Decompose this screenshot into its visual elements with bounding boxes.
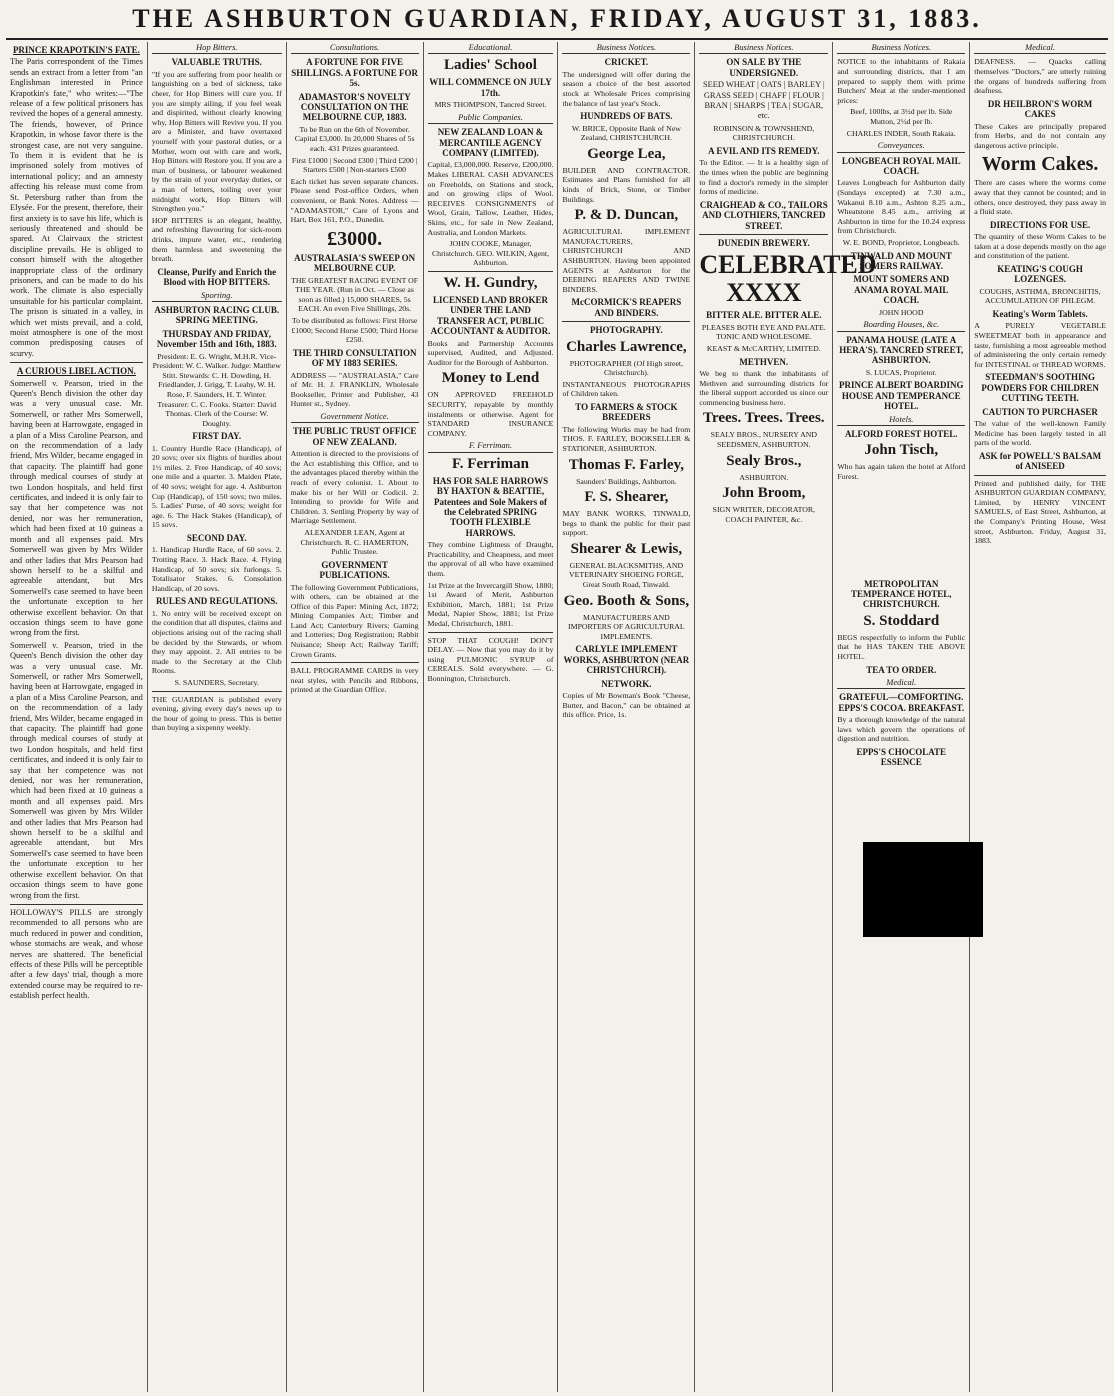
ladies-school: Ladies' School [444, 57, 537, 74]
holloway-ad: HOLLOWAY'S PILLS are strongly recommended to all persons who are much reduced in power and condition, whose stomachs are weak, and whose nerves are shattered. The beneficial effects of these Pills will be perceptible after a few days' trial, though a more extended course may be required to re-establish perfect health. [10, 907, 143, 1001]
worm-cakes-body: These Cakes are principally prepared from Herbs, and do not contain any dangerous active principle. [974, 121, 1107, 150]
broom-name: John Broom, [722, 485, 806, 502]
epps-title: GRATEFUL—COMFORTING. EPPS'S COCOA. BREAKFAST. [838, 692, 965, 713]
instantaneous: INSTANTANEOUS PHOTOGRAPHS of Children taken. [562, 379, 691, 399]
pleases: PLEASES BOTH EYE AND PALATE. TONIC AND WHOLESOME. [701, 322, 826, 342]
article-body-libel-cont: Somerwell v. Pearson, tried in the Queen's Bench division the other day was a very unusual case. Mr. Somerwell, or rather Mrs Somerwell, having been at Harrowgate, engaged in a plan of a Miss Caroline Pearson, and on the recommendation of a lady friend, Mrs Wilder, became engaged in that capacity. The plaintiff had gone through medical courses of study at two London hospitals, and held first certificates, and indeed it is only fair to say that her competence was not denied, nor was her remuneration, which had been fixed at 10 guineas a month and all expenses paid. Mrs Somerwell was given by Mrs Wilder and other ladies that Mrs Pearson had shown herself to be a skilful and agreeable attendant, but Mrs Somerwell's case seemed to have been the unfortunate exception to her otherwise excellent behavior. On that occasion things seem to have gone wrong from the first. [10, 640, 143, 900]
cricket-body: The undersigned will offer during the season a choice of the best assorted stock at Wholesale Prices comprising the balance of last year's Stock. [562, 69, 691, 108]
adamastor-terms: To be Run on the 6th of November. Capital £3,000. In 20,000 Shares of 5s each. 431 Prizes guaranteed. [294, 124, 415, 154]
trees: Trees. Trees. Trees. [703, 410, 825, 427]
coach-body: Leaves Longbeach for Ashburton daily (Sundays excepted) at 7.30 a.m., Wakanui 8.10 a.m., Ashton 8.25 a.m., Wheatstone 8.45 a.m., arriving at Ashburton in time for the 10.24 express from Christchurch. [837, 178, 966, 236]
hop-cleanse: Cleanse, Purify and Enrich the Blood with HOP BITTERS. [157, 266, 277, 288]
secretary: S. SAUNDERS, Secretary. [174, 677, 259, 687]
australasia-title: AUSTRALASIA'S SWEEP ON MELBOURNE CUP. [294, 252, 416, 274]
column-4 [424, 42, 559, 1392]
section-business-notices-2: Business Notices. [699, 42, 828, 54]
alford: ALFORD FOREST HOTEL. [844, 429, 958, 439]
caution-body: The value of the well-known Family Medicine has been largely tested in all parts of the world. [974, 418, 1107, 448]
shearer-name: F. S. Shearer, [584, 489, 669, 506]
vegetable-sweetmeat: A PURELY VEGETABLE SWEETMEAT both in appearance and taste, furnishing a most agreeable method of administering the only certain remedy for INTESTINAL or THREAD WORMS. [974, 321, 1107, 369]
ferriman-harrows: HAS FOR SALE HARROWS BY HAXTON & BEATTIE, Patentees and Sole Makers of the Celebrated SPRING TOOTH FLEXIBLE HARROWS. [432, 475, 549, 538]
cough-ad: STOP THAT COUGH! DON'T DELAY. — Now that you may do it by using PULMONIC SYRUP of CEREALS. Sold everywhere. — G. Bonnington, Christchurch. [427, 635, 554, 683]
stoddard-name: S. Stoddard [863, 612, 940, 629]
nz-loan-title: NEW ZEALAND LOAN & MERCANTILE AGENCY COMPANY (LIMITED). [437, 127, 544, 159]
evil-body: To the Editor. — It is a healthy sign of the times when the public are beginning to find a doctor's remedy in the simpler forms of medicine. [699, 158, 829, 197]
section-business-notices-3: Business Notices. [837, 42, 965, 54]
divider [10, 904, 143, 905]
divider [428, 271, 554, 272]
farmers-title: TO FARMERS & STOCK BREEDERS [575, 401, 678, 423]
imprint: Printed and published daily, for THE ASHBURTON GUARDIAN COMPANY, Limited, by HENRY VINCENT SAMUELS, of East Street, Ashburton, at the Company's Printing House, West street, Ashburton. Friday, August 31, 1883. [974, 478, 1107, 546]
evil-title: A EVIL AND ITS REMEDY. [708, 146, 820, 157]
broom-sub: SIGN WRITER, DECORATOR, COACH PAINTER, &c. [712, 505, 815, 524]
divider [291, 662, 419, 663]
metropolitan: METROPOLITAN TEMPERANCE HOTEL, CHRISTCHURCH. [850, 578, 952, 610]
money-body: ON APPROVED FREEHOLD SECURITY, repayable by monthly instalments or otherwise. Agent for STANDARD INSURANCE COMPANY. [427, 390, 554, 438]
farley-address: Saunders' Buildings, Ashburton. [576, 476, 677, 486]
farmers-body: The following Works may be had from THOS. F. FARLEY, BOOKSELLER & STATIONER, ASHBURTON. [562, 424, 691, 453]
article-body-krapotkin: The Paris correspondent of the Times sends an extract from a letter from "an Englishman interested in Prince Krapotkin's fate," who writes:—"The release of a few political prisoners has revived the hopes of a general amnesty. The friends, however, of Prince Krapotkin, in whose favor there is the strongest case, are not very sanguine. To them it is evident that he is imprisoned solely from motives of international policy; and an amnesty affecting his release must come from St. Petersburg rather than from the Elysée. For the present, therefore, their first anxiety is to save his life, which is seriously threatened and should be spared. At Clairvaux the strictest discipline prevails. He is obliged to consort himself with the altogether inappropriate class of the ordinary prisoners, and can be made to do his work. The climate is also especially unsuitable for his particular complaint. The prison is situated in a valley, in which wet mists prevail, and a cold, moist atmosphere is one of the most common predisposing causes of scurvy. [10, 57, 143, 358]
booth-name: Geo. Booth & Sons, [563, 592, 690, 609]
epps-body: By a thorough knowledge of the natural laws which govern the operations of digestion and nutrition. [837, 715, 966, 744]
keatings-sub: COUGHS, ASTHMA, BRONCHITIS, ACCUMULATION OF PHLEGM. [979, 286, 1101, 306]
gundry-name: W. H. Gundry, [443, 274, 538, 291]
duncan-body: AGRICULTURAL IMPLEMENT MANUFACTURERS, CHRISTCHURCH AND ASHBURTON. Having been appointed AGENTS at Ashburton for the DEERING REAPERS AND TWINE BINDERS. [562, 227, 691, 294]
races-second-day: 1. Handicap Hurdle Race, of 60 sovs. 2. Trotting Race. 3. Hack Race. 4. Flying Handicap, of 50 sovs; six furlongs. 5. Totalisator Stakes. 6. Consolation Handicap, of 20 sovs. [151, 545, 282, 593]
george-lea: George Lea, [587, 145, 666, 162]
ink-blot [863, 842, 983, 937]
column-6 [695, 42, 877, 1392]
keatings-worm: Keating's Worm Tablets. [992, 308, 1088, 319]
deafness: DEAFNESS. — Quacks calling themselves "Doctors," are utterly ruining the organs of hundreds suffering from deafness. [974, 57, 1107, 96]
article-title-libel: A CURIOUS LIBEL ACTION. [16, 366, 136, 377]
divider [974, 475, 1106, 476]
steedman: STEEDMAN'S SOOTHING POWDERS FOR CHILDREN CUTTING TEETH. [981, 372, 1099, 404]
divider [10, 362, 143, 363]
gov-publications-title: GOVERNMENT PUBLICATIONS. [319, 559, 390, 581]
section-educational: Educational. [428, 42, 554, 54]
section-consultations: Consultations. [291, 42, 419, 54]
divider [699, 234, 828, 235]
worm-cakes-title: DR HEILBRON'S WORM CAKES [987, 98, 1093, 120]
bitter-ale: BITTER ALE. BITTER ALE. [706, 310, 822, 321]
sealy-town: ASHBURTON. [739, 472, 789, 482]
section-government: Government Notice. [291, 411, 419, 423]
hop-title: VALUABLE TRUTHS. [171, 57, 262, 68]
australasia-address: ADDRESS — "AUSTRALASIA," Care of Mr. H. J. FRANKLIN, Wholesale Bookseller, Printer and Publisher, 43 Hunter st., Sydney. [290, 370, 419, 409]
brice: W. BRICE, Opposite Bank of New Zealand, CHRISTCHURCH. [571, 123, 681, 143]
gov-publications-body: The following Government Publications, with others, can be obtained at the Office of this Paper: Mining Act, 1872; Mining Companies Act; Timber and Land Act; Canterbury Rivers; Gaming and Lotteries; Dog Registration; Rabbit Nuisance; Sheep Act; Railway Tariff; Crown Grants. [290, 582, 419, 659]
duncan-name: P. & D. Duncan, [574, 207, 679, 224]
copies: Copies of Mr Bowman's Book "Cheese, Butter, and Bacon," can be obtained at this office. Price, 1s. [562, 691, 691, 720]
section-medical-2: Medical. [974, 42, 1106, 54]
nz-loan-body: Capital, £3,000,000. Reserve, £200,000. Makes LIBERAL CASH ADVANCES on Freeholds, on Stations and stock, and on growing clips of Wool. RECEIVES CONSIGNMENTS of Wool, Grain, Tallow, Leather, Hides, Skins, etc., for sale in New Zealand, Australia, and London Markets. [427, 160, 554, 237]
section-conveyances: Conveyances. [837, 140, 965, 152]
cricket-title: CRICKET. [604, 57, 649, 68]
public-trust-title: THE PUBLIC TRUST OFFICE OF NEW ZEALAND. [292, 426, 417, 447]
lea-body: BUILDER AND CONTRACTOR. Estimates and Plans furnished for all kinds of Brick, Stone, or Timber Buildings. [562, 165, 691, 204]
dunedin-brewery: DUNEDIN BREWERY. [717, 238, 810, 249]
coach-bond: W. E. BOND, Proprietor, Longbeach. [842, 237, 960, 247]
directions: DIRECTIONS FOR USE. [989, 219, 1091, 230]
section-hop-bitters: Hop Bitters. [152, 42, 282, 54]
australasia-prizes: To be distributed as follows: First Horse £1000; Second Horse £500; Third Horse £250. [291, 315, 418, 345]
adamastor-title: ADAMASTOR'S NOVELTY CONSULTATION ON THE MELBOURNE CUP, 1883. [298, 91, 411, 123]
shearer-lewis-body: GENERAL BLACKSMITHS, AND VETERINARY SHOEING FORGE, Great South Road, Tinwald. [569, 560, 684, 590]
farley-name: Thomas F. Farley, [568, 456, 685, 473]
on-sale: ON SALE BY THE UNDERSIGNED. [726, 57, 802, 78]
rules-title: RULES AND REGULATIONS. [155, 596, 278, 607]
network: NETWORK. [601, 678, 652, 689]
guardian-notice: THE GUARDIAN is published every evening, giving every day's news up to the hour of going to press. This is better than buying a sixpenny weekly. [151, 694, 282, 733]
redacted-space [837, 484, 965, 576]
craighead: CRAIGHEAD & CO., TAILORS AND CLOTHIERS, TANCRED STREET. [699, 199, 828, 231]
methven: METHVEN. [739, 356, 789, 367]
big-amount: £3000. [327, 227, 383, 250]
methven-body: We beg to thank the inhabitants of Methven and surrounding districts for the liberal support accorded us since our commencing business here. [699, 369, 829, 407]
sealy-sub: SEALY BROS., NURSERY AND SEEDSMEN, ASHBURTON. [710, 430, 817, 449]
column-5 [558, 42, 695, 1392]
shearer-body: MAY BANK WORKS, TINWALD, begs to thank the public for their past support. [562, 509, 691, 538]
ferriman-name: F. Ferriman [452, 455, 529, 472]
gundry-title: LICENSED LAND BROKER UNDER THE LAND TRANSFER ACT, PUBLIC ACCOUNTANT & AUDITOR. [430, 294, 551, 337]
australasia-body: THE GREATEST RACING EVENT OF THE YEAR. (Run in Oct. — Close as soon as filled.) 15,000 SHARES, 5s EACH. An even Five Shillings, 20s. [291, 275, 419, 314]
booth-body: MANUFACTURERS AND IMPORTERS OF AGRICULTURAL IMPLEMENTS. [568, 612, 685, 641]
adamastor-body: Each ticket has seven separate chances. Please send Post-office Orders, when convenient, or Bank Notes. Address — "ADAMASTOR," Care of Lyons and Hart, Box 161, P.O., Dunedin. [290, 176, 419, 225]
worm-cakes-body-2: There are cases where the worms come away that they cannot be counted; and in others, once destroyed, they pass away in a fluid state. [974, 178, 1107, 217]
butcher-notice: NOTICE to the inhabitants of Rakaia and surrounding districts, that I am prepared to supply them with prime Butchers' Meat at the under-mentioned prices: [837, 57, 966, 105]
stoddard-body: BEGS respectfully to inform the Public that he HAS TAKEN THE ABOVE HOTEL. [837, 632, 966, 661]
columns [6, 42, 1110, 1392]
caution: CAUTION TO PURCHASER [982, 406, 1098, 417]
section-boarding: Boarding Houses, &c. [837, 319, 965, 331]
divider [428, 632, 554, 633]
tea-to-order: TEA TO ORDER. [866, 664, 937, 675]
bats: HUNDREDS OF BATS. [580, 111, 673, 122]
section-hotels: Hotels. [837, 414, 965, 426]
coach-title: LONGBEACH ROYAL MAIL COACH. [841, 155, 961, 176]
column-7 [833, 42, 970, 1392]
first-day: FIRST DAY. [192, 431, 242, 442]
xxxx: CELEBRATED XXXX [699, 250, 877, 308]
divider [562, 321, 690, 322]
section-business-notices: Business Notices. [562, 42, 690, 54]
adamastor-prizes: First £1000 | Second £300 | Third £200 | Starters £500 | Non-starters £500 [291, 155, 418, 175]
public-trust-sign: ALEXANDER LEAN, Agent at Christchurch. R. C. HAMERTON, Public Trustee. [300, 527, 409, 557]
seeds-list: SEED WHEAT | OATS | BARLEY | GRASS SEED | CHAFF | FLOUR | BRAN | SHARPS | TEA | SUGAR, etc. [702, 80, 825, 121]
racing-dates: THURSDAY AND FRIDAY, November 15th and 16th, 1883. [156, 328, 277, 350]
section-medical: Medical. [837, 677, 965, 689]
sealy-name: Sealy Bros., [726, 452, 802, 469]
racing-club: ASHBURTON RACING CLUB. SPRING MEETING. [154, 304, 280, 326]
tinwald: TINWALD AND MOUNT SOMERS RAILWAY. [850, 250, 952, 271]
money-to-lend: Money to Lend [441, 370, 540, 387]
keast: KEAST & McCARTHY, LIMITED. [706, 344, 821, 354]
tisch-name: John Tisch, [864, 442, 939, 459]
nz-loan-manager: JOHN COOKE, Manager, Christchurch. GEO. WILKIN, Agent, Ashburton. [431, 239, 549, 268]
masthead [6, 2, 1108, 40]
shearer-lewis: Shearer & Lewis, [570, 540, 683, 557]
carlyle: CARLYLE IMPLEMENT WORKS, ASHBURTON (NEAR CHRISTCHURCH). [563, 644, 690, 676]
masthead-title: THE ASHBURTON GUARDIAN, FRIDAY, AUGUST 31, 1883. [132, 4, 982, 33]
article-title-krapotkin: PRINCE KRAPOTKIN'S FATE. [12, 45, 140, 55]
ball-cards-ad: BALL PROGRAMME CARDS in very neat styles, with Pencils and Ribbons, printed at the Guardian Office. [290, 666, 419, 695]
lawrence-sub: PHOTOGRAPHER (Of High street, Christchurch). [569, 358, 684, 378]
second-day: SECOND DAY. [186, 533, 247, 544]
article-body-libel: Somerwell v. Pearson, tried in the Queen's Bench division the other day was a very unusual case. Mr. Somerwell, or rather Mrs Somerwell, having been at Harrowgate, engaged in a plan of a Miss Caroline Pearson, and on the recommendation of a lady friend, Mrs Wilder, became engaged in that capacity. The plaintiff had gone through medical courses of study at two London hospitals, and held first certificates, and indeed it is only fair to say that her competence was not denied, nor was her remuneration, which had been fixed at 10 guineas a month and all expenses paid. Mrs Somerwell was given by Mrs Wilder and other ladies that Mrs Pearson had shown herself to be a skilful and agreeable attendant, but Mrs Somerwell's case seemed to have been the unfortunate exception to her otherwise excellent behavior. On that occasion things seem to have gone wrong from the first. [10, 378, 143, 638]
hood: JOHN HOOD [879, 307, 924, 317]
ferriman-prizes: 1st Prize at the Invercargill Show, 1880; 1st Award of Merit, Ashburton Exhibition, March, 1881; 1st Prize Medal, Napier Show, 1881; 1st Prize Medal, Christchurch, 1881. [427, 580, 554, 628]
keatings: KEATING'S COUGH LOZENGES. [997, 263, 1083, 285]
column-1 [6, 42, 148, 1392]
mccormick: McCORMICK'S REAPERS AND BINDERS. [571, 297, 682, 318]
column-8 [970, 42, 1110, 1392]
public-trust-body: Attention is directed to the provisions of the Act establishing this Office, and to the advantages placed thereby within the reach of every colonist. 1. About to make his or her Will or Codicil. 2. Intending to provide for Wife and Children. 3. Settling Property by way of Marriage Settlement. [290, 449, 419, 526]
worm-cakes-big: Worm Cakes. [981, 153, 1099, 176]
tisch-body: Who has again taken the hotel at Alford Forest. [837, 462, 966, 481]
lawrence-name: Charles Lawrence, [566, 338, 687, 355]
column-2 [148, 42, 287, 1392]
fortune-ad: A FORTUNE FOR FIVE SHILLINGS. A FORTUNE FOR 5s. [291, 57, 418, 89]
third-consultation: THE THIRD CONSULTATION OF MY 1883 SERIES. [292, 347, 417, 369]
lucas: S. LUCAS, Proprietor. [865, 367, 937, 377]
hop-body-2: HOP BITTERS is an elegant, healthy, and refreshing flavouring for sick-room drinks, impure water, etc., rendering them harmless and sweetening the breath. [151, 215, 282, 264]
butcher-name: CHARLES INDER, South Rakaia. [846, 128, 956, 138]
section-public-companies: Public Companies. [428, 112, 554, 124]
prince-albert: PRINCE ALBERT BOARDING HOUSE AND TEMPERANCE HOTEL. [838, 380, 964, 412]
ferriman-body: They combine Lightness of Draught, Practicability, and Cheapness, and meet the approval of all who have examined them. [427, 540, 554, 578]
directions-body: The quantity of these Worm Cakes to be taken at a dose depends mostly on the age and constitution of the patient. [974, 232, 1107, 261]
robinson: ROBINSON & TOWNSHEND, CHRISTCHURCH. [713, 123, 815, 143]
school-commence: WILL COMMENCE ON JULY 17th. [429, 77, 552, 98]
school-name: MRS THOMPSON, Tancred Street. [434, 100, 547, 110]
racing-officers: President: E. G. Wright, M.H.R. Vice-President: W. C. Walker. Judge: Matthew Stitt. Stewards: C. H. Dowding, H. Friedlander, J. Grigg, T. Leahy, W. H. Rose, F. Saunders, H. T. Winter. Treasurer: C. C. Fooks. Starter: David Thomas. Clerk of the Course: W. Doughty. [152, 351, 281, 428]
epps-chocolate: EPPS'S CHOCOLATE ESSENCE [856, 747, 947, 768]
photography-title: PHOTOGRAPHY. [589, 325, 663, 336]
section-sporting: Sporting. [152, 290, 282, 302]
hop-body: "If you are suffering from poor health or languishing on a bed of sickness, take cheer, for Hop Bitters will cure you. If you are simply ailing, if you feel weak and dispirited, without clearly knowing why, Hop Bitters will Revive you. If you are a Minister, and have overtaxed yourself with your pastoral duties, or a Mother, worn out with care and work, Hop Bitters will Restore you. If you are a man of business, or labourer weakened by the strain of your everyday duties, or a man of letters, toiling over your midnight work, Hop Bitters will Strengthen you." [151, 69, 282, 214]
tinwald-coach: MOUNT SOMERS AND ANAMA ROYAL MAIL COACH. [853, 274, 950, 306]
section-ferriman: F. Ferriman. [428, 440, 554, 452]
races-first-day: 1. Country Hurdle Race (Handicap), of 20 sovs; over six flights of hurdles about 1½ miles. 2. Free Handicap, of 40 sovs; one mile and a quarter. 3. Maiden Plate, of 40 sovs; weight for age. 4. Ashburton Cup (Handicap), of 150 sovs; two miles. 5. Ladies' Purse, of 40 sovs; weight for age. 6. The Hack Stakes (Handicap), of 15 sovs. [151, 443, 282, 530]
column-3 [287, 42, 424, 1392]
rules-body: 1. No entry will be received except on the condition that all disputes, claims and objections arising out of the racing shall be decided by the Stewards, or whom they may appoint. 2. All entries to be made to the Secretary at the Club Rooms. [151, 608, 282, 676]
balsam: ASK for POWELL'S BALSAM of ANISEED [979, 450, 1102, 472]
gundry-body: Books and Partnership Accounts supervised, Audited, and Adjusted. Auditor for the Borough of Ashburton. [427, 338, 554, 367]
divider [152, 691, 282, 692]
butcher-prices: Beef, 100lbs, at 3½d per lb. Side Mutton, 2½d per lb. [850, 107, 953, 126]
panama: PANAMA HOUSE (LATE A HERA'S). TANCRED STREET, ASHBURTON. [839, 334, 964, 366]
